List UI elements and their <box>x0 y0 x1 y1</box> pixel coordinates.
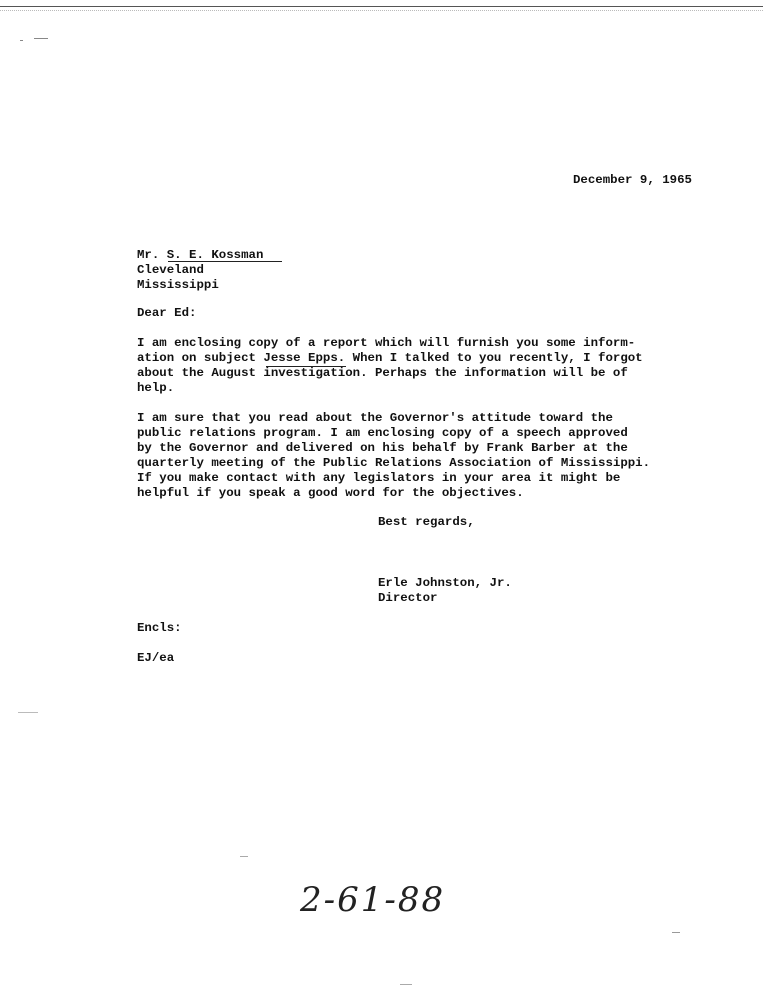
signer-name: Erle Johnston, Jr. <box>378 576 512 590</box>
closing: Best regards, <box>378 515 475 529</box>
recipient-name-underline <box>168 261 282 262</box>
body-paragraph-2 <box>137 411 697 501</box>
paragraph-line: by the Governor and delivered on his behalf by Frank Barber at the <box>137 441 628 455</box>
scan-mark <box>672 932 680 933</box>
paragraph-line: I am enclosing copy of a report which will furnish you some inform- <box>137 336 636 350</box>
scan-mark <box>34 38 48 39</box>
scan-mark <box>18 712 38 713</box>
scan-mark <box>20 40 23 41</box>
paragraph-line: public relations program. I am enclosing copy of a speech approved <box>137 426 628 440</box>
paragraph-line: I am sure that you read about the Governor's attitude toward the <box>137 411 613 425</box>
salutation: Dear Ed: <box>137 306 197 320</box>
paragraph-line: ation on subject Jesse Epps. When I talked to you recently, I forgot <box>137 351 643 365</box>
paragraph-line: about the August investigation. Perhaps the information will be of <box>137 366 628 380</box>
recipient-name: Mr. S. E. Kossman <box>137 248 264 262</box>
paragraph-line: quarterly meeting of the Public Relations Association of Mississippi. <box>137 456 651 470</box>
epps-underline <box>266 366 346 367</box>
scan-mark <box>400 984 412 985</box>
recipient-city: Cleveland <box>137 263 204 277</box>
letter-date: December 9, 1965 <box>573 173 692 187</box>
enclosures-label: Encls: <box>137 621 182 635</box>
scan-mark <box>240 856 248 857</box>
top-border-line <box>0 6 763 7</box>
handwritten-file-number: 2-61-88 <box>300 880 446 920</box>
body-paragraph-1 <box>137 336 697 396</box>
paragraph-line: If you make contact with any legislators in your area it might be <box>137 471 621 485</box>
signer-title: Director <box>378 591 438 605</box>
paragraph-line: help. <box>137 381 175 395</box>
paragraph-line: helpful if you speak a good word for the objectives. <box>137 486 524 500</box>
recipient-state: Mississippi <box>137 278 219 292</box>
typist-initials: EJ/ea <box>137 651 175 665</box>
top-border-dotted-line <box>0 10 763 11</box>
